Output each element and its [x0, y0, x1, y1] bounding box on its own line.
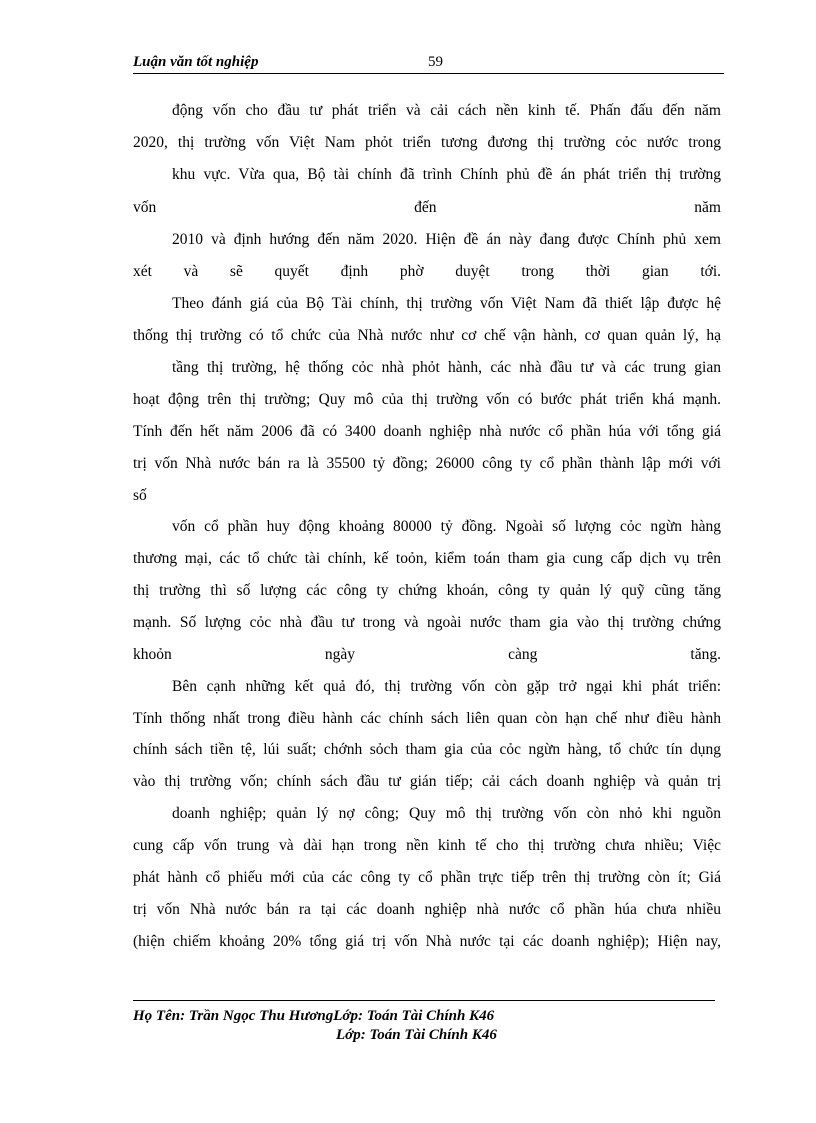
text-line: mạnh. Số lượng cỏc nhà đầu tư trong và ngoài nước tham gia vào thị trường chứng	[133, 614, 721, 631]
text-line: Tính đến hết năm 2006 đã có 3400 doanh nghiệp nhà nước cổ phần húa với tổng giá	[133, 423, 721, 440]
text-line: doanh nghiệp; quản lý nợ công; Quy mô thị trường vốn còn nhỏ khi nguồn	[172, 805, 721, 822]
text-line: chính sách tiền tệ, lúi suất; chớnh sỏch tham gia của cỏc ngừn hàng, tổ chức tín dụng	[133, 741, 721, 758]
header-title: Luận văn tốt nghiệp	[133, 54, 259, 70]
text-line: trị vốn Nhà nước bán ra là 35500 tỷ đồng; 26000 công ty cổ phần thành lập mới với	[133, 455, 721, 472]
text-line: xét và sẽ quyết định phờ duyệt trong thời gian tới.	[133, 263, 721, 280]
text-line: 2020, thị trường vốn Việt Nam phỏt triển tương đương thị trường cỏc nước trong	[133, 134, 721, 151]
text-line: khoỏn ngày càng tăng.	[133, 646, 721, 663]
text-line: thị trường thì số lượng các công ty chứng khoán, công ty quản lý quỹ cũng tăng	[133, 582, 721, 599]
text-line: (hiện chiếm khoảng 20% tổng giá trị vốn Nhà nước tại các doanh nghiệp); Hiện nay,	[133, 933, 721, 950]
text-line: khu vực. Vừa qua, Bộ tài chính đã trình Chính phủ đề án phát triển thị trường	[172, 166, 721, 183]
footer-divider	[133, 1000, 715, 1001]
text-line: thống thị trường có tổ chức của Nhà nước như cơ chế vận hành, cơ quan quản lý, hạ	[133, 327, 721, 344]
page-number: 59	[428, 54, 443, 70]
text-line: thương mại, các tổ chức tài chính, kế toỏn, kiểm toán tham gia cung cấp dịch vụ trên	[133, 550, 721, 567]
text-line: 2010 và định hướng đến năm 2020. Hiện đề án này đang được Chính phủ xem	[172, 231, 721, 248]
text-line: động vốn cho đầu tư phát triển và cải cách nền kinh tế. Phấn đấu đến năm	[172, 102, 721, 119]
text-line: trị vốn Nhà nước bán ra tại các doanh nghiệp nhà nước cổ phần húa chưa nhiều	[133, 901, 721, 918]
text-line: Bên cạnh những kết quả đó, thị trường vốn còn gặp trở ngại khi phát triển:	[172, 678, 721, 695]
footer-class-line: Lớp: Toán Tài Chính K46	[336, 1027, 497, 1043]
text-line: Tính thống nhất trong điều hành các chính sách liên quan còn hạn chế như điều hành	[133, 710, 721, 727]
footer-author-line: Họ Tên: Trần Ngọc Thu HươngLớp: Toán Tài Chính K46	[133, 1008, 495, 1024]
text-line: tầng thị trường, hệ thống cỏc nhà phỏt hành, các nhà đầu tư và các trung gian	[172, 359, 721, 376]
text-line: cung cấp vốn trung và dài hạn trong nền kinh tế cho thị trường chưa nhiều; Việc	[133, 837, 721, 854]
text-line: vào thị trường vốn; chính sách đầu tư gián tiếp; cải cách doanh nghiệp và quản trị	[133, 773, 721, 790]
text-line: hoạt động trên thị trường; Quy mô của thị trường vốn có bước phát triển khá mạnh.	[133, 391, 721, 408]
page-header	[133, 52, 724, 74]
text-line: Theo đánh giá của Bộ Tài chính, thị trường vốn Việt Nam đã thiết lập được hệ	[172, 295, 721, 312]
text-line: số	[133, 487, 147, 504]
text-line: phát hành cổ phiếu mới của các công ty cổ phần trực tiếp trên thị trường còn ít; Giá	[133, 869, 721, 886]
text-line: vốn cổ phần huy động khoảng 80000 tỷ đồng. Ngoài số lượng cỏc ngừn hàng	[172, 518, 721, 535]
text-line: vốn đến năm	[133, 199, 721, 216]
